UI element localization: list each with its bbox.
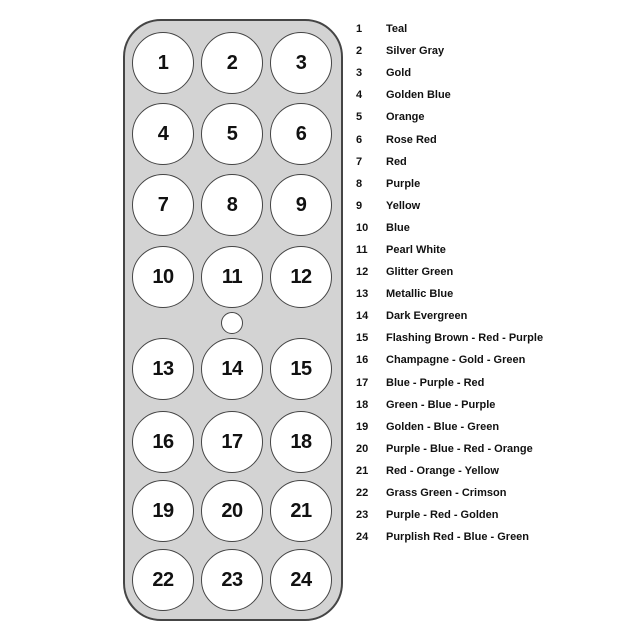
legend-item-14 <box>356 305 636 327</box>
well-22: 22 <box>132 549 194 611</box>
legend-item-12 <box>356 261 636 283</box>
legend-color-name: Blue - Purple - Red <box>386 376 485 389</box>
legend-number: 20 <box>356 442 369 455</box>
legend-number: 15 <box>356 332 369 345</box>
legend-item-11 <box>356 239 636 261</box>
legend-item-1 <box>356 18 636 40</box>
well-15: 15 <box>270 338 332 400</box>
legend-item-6 <box>356 128 636 150</box>
legend-number: 13 <box>356 288 369 301</box>
legend-number: 6 <box>356 133 363 146</box>
well-18: 18 <box>270 411 332 473</box>
legend-color-name: Silver Gray <box>386 45 445 58</box>
legend-item-3 <box>356 62 636 84</box>
legend-number: 1 <box>356 23 363 36</box>
well-2: 2 <box>201 32 263 94</box>
well-12: 12 <box>270 246 332 308</box>
legend-item-19 <box>356 416 636 438</box>
well-19: 19 <box>132 480 194 542</box>
legend-color-name: Dark Evergreen <box>386 310 468 323</box>
legend-item-9 <box>356 195 636 217</box>
well-23: 23 <box>201 549 263 611</box>
legend-color-name: Rose Red <box>386 133 437 146</box>
legend-item-18 <box>356 394 636 416</box>
legend-number: 5 <box>356 111 363 124</box>
legend-color-name: Yellow <box>386 199 421 212</box>
legend-number: 10 <box>356 221 369 234</box>
legend-color-name: Grass Green - Crimson <box>386 487 507 500</box>
well-9: 9 <box>270 174 332 236</box>
legend-color-name: Flashing Brown - Red - Purple <box>386 332 544 345</box>
legend-item-24 <box>356 526 636 548</box>
legend-color-name: Green - Blue - Purple <box>386 398 496 411</box>
well-24: 24 <box>270 549 332 611</box>
well-5: 5 <box>201 103 263 165</box>
legend-number: 4 <box>356 89 363 102</box>
paint-tray <box>123 19 343 621</box>
well-4: 4 <box>132 103 194 165</box>
legend-color-name: Glitter Green <box>386 266 454 279</box>
well-8: 8 <box>201 174 263 236</box>
small-mixing-well <box>221 312 243 334</box>
legend-item-4 <box>356 84 636 106</box>
legend-number: 2 <box>356 45 363 58</box>
legend-color-name: Purple - Red - Golden <box>386 509 499 522</box>
legend-number: 22 <box>356 487 369 500</box>
legend-color-name: Metallic Blue <box>386 288 454 301</box>
legend-color-name: Champagne - Gold - Green <box>386 354 526 367</box>
well-1: 1 <box>132 32 194 94</box>
well-6: 6 <box>270 103 332 165</box>
legend-number: 21 <box>356 464 369 477</box>
legend-color-name: Red <box>386 155 407 168</box>
legend-color-name: Golden Blue <box>386 89 451 102</box>
legend-color-name: Purple <box>386 177 421 190</box>
well-14: 14 <box>201 338 263 400</box>
color-legend <box>356 18 636 548</box>
legend-color-name: Red - Orange - Yellow <box>386 464 499 477</box>
legend-color-name: Purple - Blue - Red - Orange <box>386 442 533 455</box>
legend-number: 23 <box>356 509 369 522</box>
legend-number: 19 <box>356 420 369 433</box>
legend-item-5 <box>356 106 636 128</box>
legend-color-name: Gold <box>386 67 412 80</box>
legend-color-name: Pearl White <box>386 243 446 256</box>
well-16: 16 <box>132 411 194 473</box>
legend-item-22 <box>356 482 636 504</box>
legend-number: 3 <box>356 67 363 80</box>
well-20: 20 <box>201 480 263 542</box>
well-10: 10 <box>132 246 194 308</box>
legend-number: 8 <box>356 177 363 190</box>
well-3: 3 <box>270 32 332 94</box>
legend-item-21 <box>356 460 636 482</box>
legend-item-17 <box>356 372 636 394</box>
legend-item-20 <box>356 438 636 460</box>
legend-number: 16 <box>356 354 369 367</box>
legend-number: 9 <box>356 199 363 212</box>
legend-color-name: Orange <box>386 111 425 124</box>
well-17: 17 <box>201 411 263 473</box>
legend-color-name: Golden - Blue - Green <box>386 420 500 433</box>
legend-number: 24 <box>356 531 369 544</box>
well-13: 13 <box>132 338 194 400</box>
legend-item-7 <box>356 151 636 173</box>
legend-number: 17 <box>356 376 369 389</box>
legend-item-13 <box>356 283 636 305</box>
legend-item-10 <box>356 217 636 239</box>
legend-number: 14 <box>356 310 369 323</box>
legend-number: 12 <box>356 266 369 279</box>
legend-number: 11 <box>356 243 368 256</box>
legend-number: 18 <box>356 398 369 411</box>
legend-item-2 <box>356 40 636 62</box>
legend-color-name: Blue <box>386 221 410 234</box>
legend-item-15 <box>356 327 636 349</box>
legend-number: 7 <box>356 155 363 168</box>
legend-color-name: Purplish Red - Blue - Green <box>386 531 530 544</box>
legend-item-23 <box>356 504 636 526</box>
legend-item-8 <box>356 173 636 195</box>
legend-item-16 <box>356 349 636 371</box>
well-21: 21 <box>270 480 332 542</box>
well-11: 11 <box>201 246 263 308</box>
legend-color-name: Teal <box>386 23 408 36</box>
well-7: 7 <box>132 174 194 236</box>
